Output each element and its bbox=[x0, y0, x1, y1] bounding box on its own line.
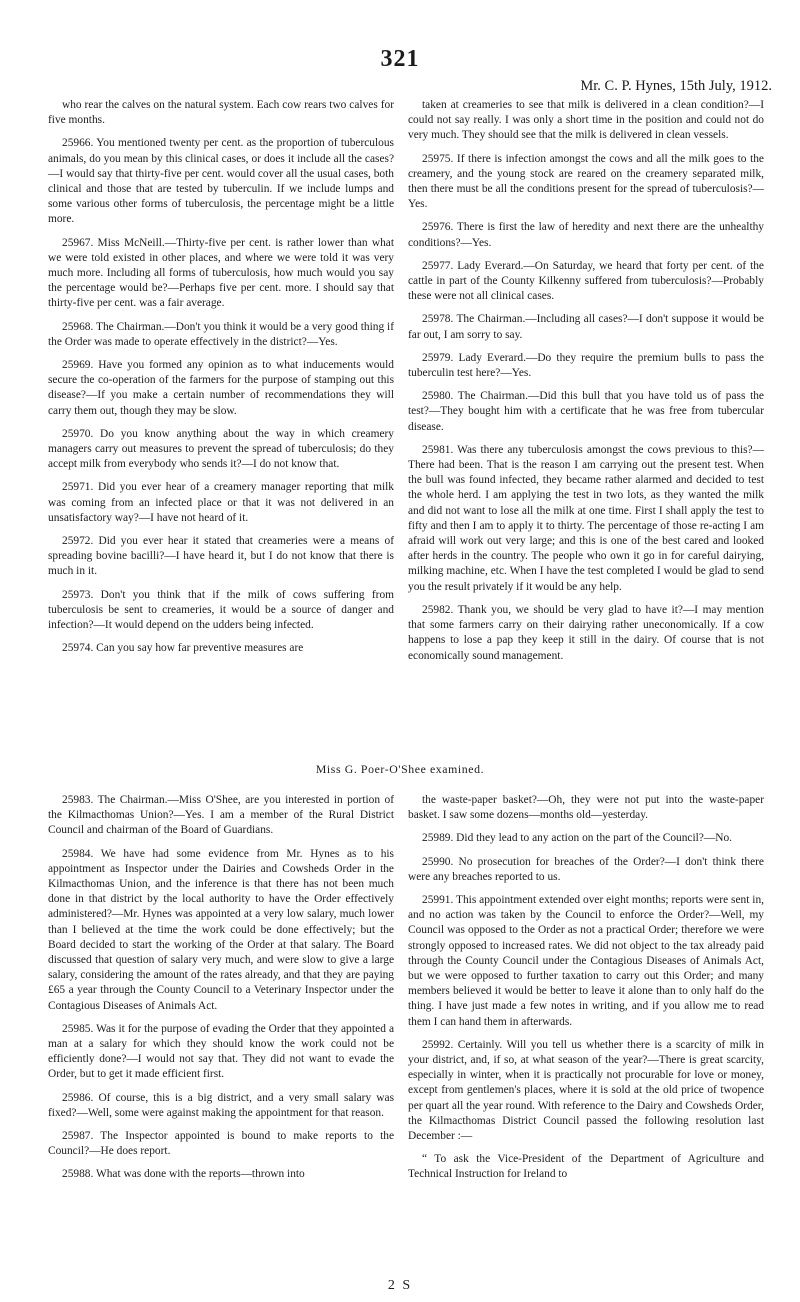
paragraph: 25986. Of course, this is a big district, and a very small salary was fixed?—Well, some were against making the appointment for that reason. bbox=[48, 1091, 394, 1119]
signature-mark: 2 S bbox=[387, 1278, 413, 1293]
paragraph: 25970. Do you know anything about the way in which creamery managers carry out measures to prevent the spread of tuberculosis; do they accept milk from everybody who sends it?—I do not know that. bbox=[48, 427, 394, 471]
paragraph: 25981. Was there any tuberculosis amongst the cows previous to this?—There had been. That is the reason I am carrying out the present test. When the bull was found infected, they became rather alarmed and decided to test the whole herd. I am applying the test in two lots, as they wanted the milk and did not want to lose all the milk at one time. First I shall apply the test to fifty and then I am to apply it to thirty. The percentage of those re-acting I am afraid will work out very large; and this is one of the best cared and looked after herds in the country. The people who own it go in for careful dairying, milking machine, etc. When I have the test completed I would be glad to send you the result privately if it would be any help. bbox=[408, 443, 764, 593]
paragraph: who rear the calves on the natural system. Each cow rears two calves for five months. bbox=[48, 99, 394, 127]
paragraph: 25984. We have had some evidence from Mr. Hynes as to his appointment as Inspector under the Dairies and Cowsheds Order in the Kilmacthomas Union, and the inference is that there has not been much done in that district by the local authority to have the Order effectively administered?—Mr. Hynes was appointed at a very low salary, much lower than I believed at the time the work could be done effectively; but the Board decided to start the working of the Order at that salary. The Board discussed that question of salary very much, and were slow to give a large salary, considering the amount of the rates already, and that they are paying £65 a year through the County Council to a Veterinary Inspector under the Contagious Diseases of Animals Act. bbox=[48, 847, 394, 1012]
paragraph: 25969. Have you formed any opinion as to what inducements would secure the co-operation of the farmers for the purpose of stamping out this disease?—If you make a certain number of recommendations they will carry them out, though they may be slow. bbox=[48, 359, 394, 417]
right-column-top bbox=[408, 98, 764, 672]
paragraph: 25983. The Chairman.—Miss O'Shee, are you interested in portion of the Kilmacthomas Union?—Yes. I am a member of the Rural District Council and chairman of the Board of Guardians. bbox=[48, 794, 394, 837]
paragraph: 25975. If there is infection amongst the cows and all the milk goes to the creamery, and the young stock are reared on the creamery separated milk, then there must be all the conditions present for the spread of tuberculosis?—Yes. bbox=[408, 152, 764, 211]
paragraph: “ To ask the Vice-President of the Department of Agriculture and Technical Instruction for Ireland to bbox=[408, 1153, 764, 1181]
paragraph: 25980. The Chairman.—Did this bull that you have told us of pass the test?—They bought him with a certificate that he was free from tubercular disease. bbox=[408, 390, 764, 433]
paragraph: 25973. Don't you think that if the milk of cows suffering from tuberculosis be sent to creameries, it would be a source of danger and infection?—It would depend on the udders being infected. bbox=[48, 588, 394, 632]
paragraph: 25976. There is first the law of heredity and next there are the unhealthy conditions?—Yes. bbox=[408, 221, 764, 249]
paragraph: 25989. Did they lead to any action on the part of the Council?—No. bbox=[422, 832, 733, 845]
left-column-bottom bbox=[48, 793, 394, 1191]
paragraph: 25966. You mentioned twenty per cent. as the proportion of tuberculous animals, do you mean by this clinical cases, or does it include all the cases?—I would say that thirty-five per cent. would cover all the usual cases, both clinical and those that are tested by tuberculin. If we include lumps and some various other forms of tuberculosis, the percentage might be a little more. bbox=[48, 137, 394, 226]
paragraph: 25967. Miss McNeill.—Thirty-five per cent. is rather lower than what we were told existed in other places, and where we were told it was very much more. Including all forms of tuberculosis, how much would you say the percentage would be?—Perhaps five per cent. more. I should say that thirty-five per cent. was a fair average. bbox=[48, 236, 394, 310]
paragraph: 25982. Thank you, we should be very glad to have it?—I may mention that some farmers carry on their dairying rather uneconomically. If a cow happens to lose a pap they keep it still in the dairy. Of course that is not economically sound management. bbox=[408, 603, 764, 662]
running-head: Mr. C. P. Hynes, 15th July, 1912. bbox=[580, 78, 772, 94]
paragraph: 25988. What was done with the reports—thrown into bbox=[62, 1168, 305, 1181]
paragraph: 25987. The Inspector appointed is bound to make reports to the Council?—He does report. bbox=[48, 1130, 394, 1158]
paragraph: 25991. This appointment extended over eight months; reports were sent in, and no action was taken by the Council to enforce the Order?—Well, my Council was opposed to the Order as not a practical Order; therefore we were strongly opposed to increased rates. We did not object to the tax already paid through the County Council under the Contagious Diseases of Animals Act, but we were opposed to further taxation to carry out this Order; and many members believed it would be better to leave it alone than to only half do the thing. I have just made a few notes in writing, and if you allow me to read them I can hand them in afterwards. bbox=[408, 894, 764, 1028]
paragraph: 25978. The Chairman.—Including all cases?—I don't suppose it would be far out, I am sorry to say. bbox=[408, 313, 764, 341]
paragraph: 25977. Lady Everard.—On Saturday, we heard that forty per cent. of the cattle in part of the County Kilkenny suffered from tuberculosis?—Probably these were not all clinical cases. bbox=[408, 259, 764, 303]
paragraph: 25971. Did you ever hear of a creamery manager reporting that milk was coming from an infected place or that it was not delivered in an unsatisfactory way?—I have not heard of it. bbox=[48, 481, 394, 524]
paragraph: 25992. Certainly. Will you tell us whether there is a scarcity of milk in your district, and, if so, at what season of the year?—There is great scarcity, especially in winter, when it is practically not procurable for love or money, except from gentlemen's places, where it is sold at the old price of twopence per quart all the year round. With reference to the Dairy and Cowsheds Order, the Kilmacthomas District Council passed the following resolution last December :— bbox=[408, 1038, 764, 1143]
witness-heading: Miss G. Poer-O'Shee examined. bbox=[315, 762, 485, 776]
left-column-top bbox=[48, 98, 394, 665]
paragraph: 25979. Lady Everard.—Do they require the premium bulls to pass the tuberculin test here?—Yes. bbox=[408, 351, 764, 380]
paragraph: 25990. No prosecution for breaches of the Order?—I don't think there were any breaches reported to us. bbox=[408, 855, 764, 883]
paragraph: 25985. Was it for the purpose of evading the Order that they appointed a man at a salary for which they should know the work could not be efficiently done?—I would not say that. They did not want to evade the Order, but to get it made efficient first. bbox=[48, 1022, 394, 1081]
paragraph: 25968. The Chairman.—Don't you think it would be a very good thing if the Order was made to operate effectively in the district?—Yes. bbox=[48, 320, 394, 348]
page-number: 321 bbox=[380, 46, 420, 72]
paragraph: the waste-paper basket?—Oh, they were not put into the waste-paper basket. I saw some dozens—months old—yesterday. bbox=[408, 794, 764, 822]
paragraph: 25974. Can you say how far preventive measures are bbox=[62, 642, 304, 655]
paragraph: 25972. Did you ever hear it stated that creameries were a means of spreading bovine bacilli?—I have heard it, but I do not know that there is much in it. bbox=[48, 535, 394, 578]
right-column-bottom bbox=[408, 793, 764, 1191]
paragraph: taken at creameries to see that milk is delivered in a clean condition?—I could not say really. I was only a short time in the position and could not do very much. They should see that the milk is delivered in clean vessels. bbox=[408, 99, 764, 142]
